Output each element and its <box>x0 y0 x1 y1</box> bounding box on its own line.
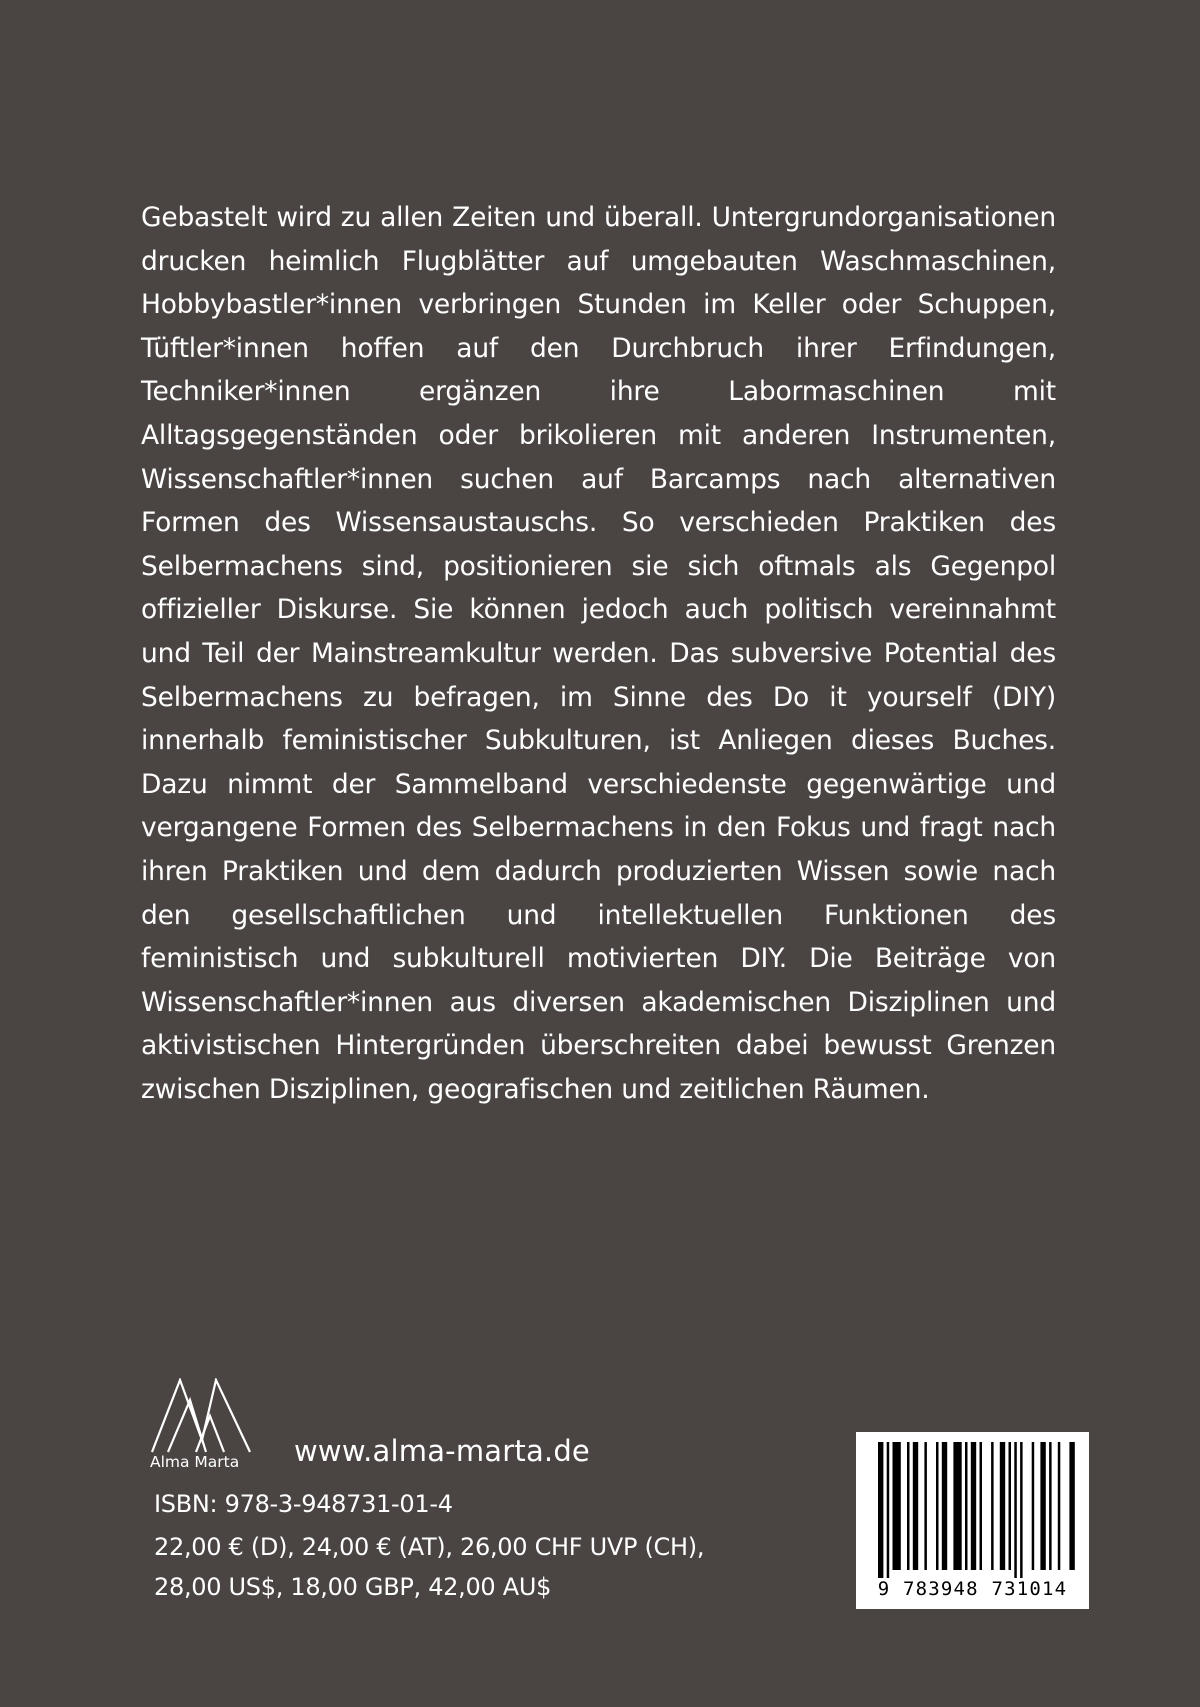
barcode-bar <box>1014 1442 1017 1578</box>
barcode-bar <box>953 1442 961 1570</box>
barcode-bar <box>936 1442 939 1570</box>
barcode-bar <box>1032 1442 1035 1570</box>
publisher-logo <box>150 1378 270 1470</box>
barcode-bar <box>878 1442 883 1578</box>
barcode-bar <box>1058 1442 1061 1570</box>
barcode-digits: 9 783948 731014 <box>877 1578 1068 1600</box>
isbn-barcode <box>856 1432 1089 1609</box>
barcode-bar <box>893 1442 901 1570</box>
barcode-bar <box>1040 1442 1045 1570</box>
barcode-bar <box>1000 1442 1005 1570</box>
barcode-bar <box>980 1442 983 1570</box>
barcode-bar <box>965 1442 968 1570</box>
barcode-bars <box>856 1432 1089 1580</box>
isbn-text: ISBN: 978-3-948731-01-4 <box>154 1490 453 1518</box>
barcode-bar <box>942 1442 947 1570</box>
publisher-website: www.alma-marta.de <box>294 1434 590 1468</box>
barcode-bar <box>1049 1442 1052 1570</box>
barcode-bar <box>887 1442 890 1578</box>
barcode-bar <box>1009 1442 1012 1570</box>
price-line-1: 22,00 € (D), 24,00 € (AT), 26,00 CHF UVP (CH), <box>154 1533 705 1561</box>
barcode-bar <box>907 1442 910 1570</box>
barcode-bar <box>924 1442 927 1570</box>
barcode-bar <box>1069 1442 1074 1570</box>
logo-wordmark: Alma Marta <box>150 1453 240 1470</box>
barcode-bar <box>971 1442 976 1570</box>
barcode-bar <box>1020 1442 1023 1578</box>
back-cover-blurb: Gebastelt wird zu allen Zeiten und überall. Untergrundorganisationen drucken heimlich Flugblätter auf umgebauten Waschmaschinen, Hobbybastler*innen verbringen Stunden im Keller oder Schuppen, Tüftler*innen hoffen auf den Durchbruch ihrer Erfindungen, Techniker*innen ergänzen ihre Labormaschinen mit Alltagsgegenständen oder brikolieren mit anderen Instrumenten, Wissenschaftler*innen suchen auf Barcamps nach alternativen Formen des Wissensaustauschs. So verschieden Praktiken des Selbermachens sind, positionieren sie sich oftmals als Gegenpol offizieller Diskurse. Sie können jedoch auch politisch vereinnahmt und Teil der Mainstreamkultur werden. Das subversive Potential des Selbermachens zu befragen, im Sinne des Do it yourself (DIY) innerhalb feministischer Subkulturen, ist Anliegen dieses Buches. Dazu nimmt der Sammelband verschiedenste gegenwärtige und vergangene Formen des Selbermachens in den Fokus und fragt nach ihren Praktiken und dem dadurch produzierten Wissen sowie nach den gesellschaftlichen und intellektuellen Funktionen des feministisch und subkulturell motivierten DIY. Die Beiträge von Wissenschaftler*innen aus diversen akademischen Disziplinen und aktivistischen Hintergründen überschreiten dabei bewusst Grenzen zwischen Disziplinen, geografischen und zeitlichen Räumen. <box>141 202 1056 1105</box>
price-line-2: 28,00 US$, 18,00 GBP, 42,00 AU$ <box>154 1573 552 1601</box>
barcode-bar <box>991 1442 994 1570</box>
barcode-bar <box>913 1442 918 1570</box>
